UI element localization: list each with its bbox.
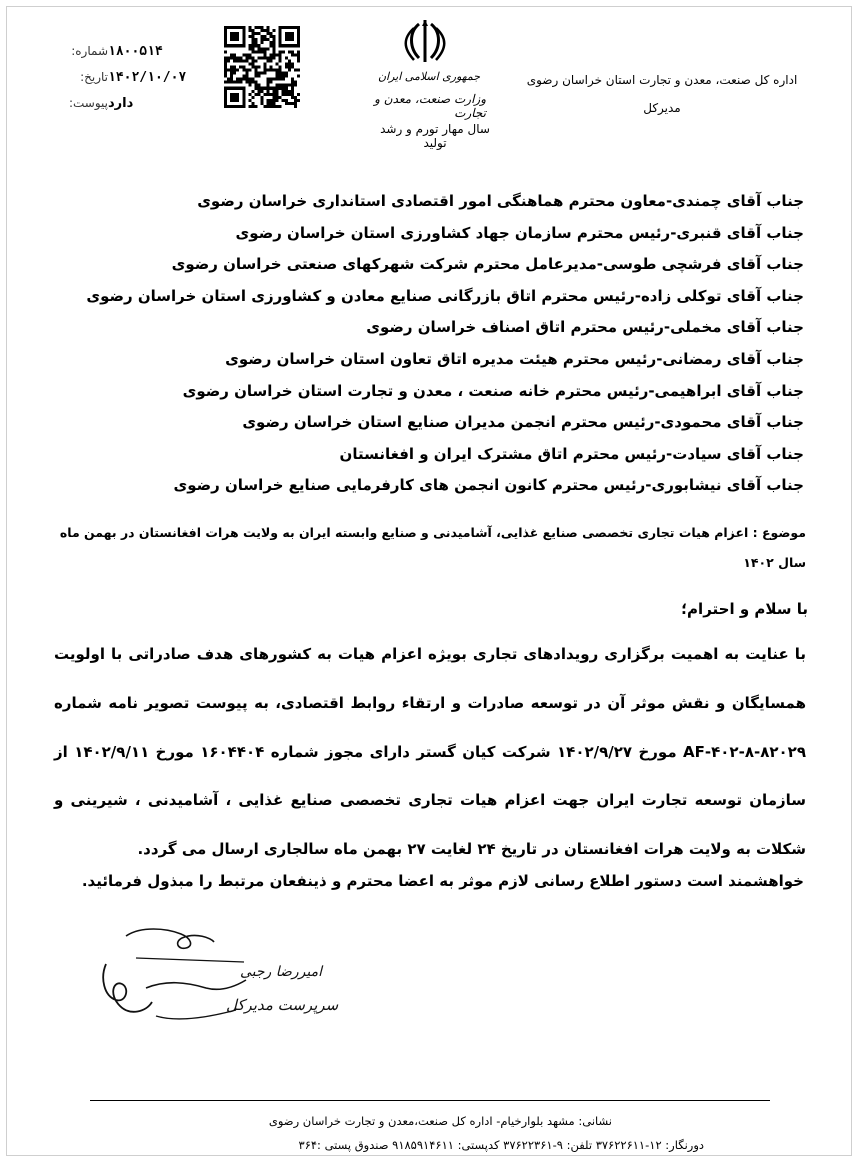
recipient-line: جناب آقای نیشابوری-رئیس محترم کانون انجمن های کارفرمایی صنایع خراسان رضوی — [173, 476, 804, 495]
emblem-ministry-text: وزارت صنعت، معدن و تجارت — [374, 92, 486, 120]
attachment-label: پیوست: — [68, 96, 108, 110]
office-header — [502, 66, 822, 122]
office-name: اداره کل صنعت، معدن و تجارت استان خراسان رضوی — [526, 73, 798, 87]
recipient-line: جناب آقای ابراهیمی-رئیس محترم خانه صنعت ، معدن و تجارت استان خراسان رضوی — [182, 381, 804, 400]
number-row — [58, 38, 198, 64]
body-paragraph: با عنایت به اهمیت برگزاری رویدادهای تجاری بویژه اعزام هیات به کشورهای هدف صادراتی با اولویت همسایگان و نقش موثر آن در توسعه صادرات و ارتقاء روابط اقتصادی، به پیوست تصویر نامه شماره ۸۲۰۲۹-۸-۴۰۲-AF مورخ ۱۴۰۲/۹/۲۷ شرکت کیان گستر دارای مجوز شماره ۱۶۰۴۴۰۴ مورخ ۱۴۰۲/۹/۱۱ از سازمان توسعه تجارت ایران جهت اعزام هیات تجاری تخصصی صنایع غذایی ، آشامیدنی ، شیرینی و شکلات به ولایت هرات افغانستان در تاریخ ۲۴ لغایت ۲۷ بهمن ماه سالجاری ارسال می گردد. — [54, 645, 806, 859]
handwritten-signature — [86, 918, 339, 1030]
recipient-line: جناب آقای چمندی-معاون محترم هماهنگی امور اقتصادی استانداری خراسان رضوی — [197, 192, 804, 210]
recipient-line: جناب آقای توکلی زاده-رئیس محترم اتاق بازرگانی صنایع معادن و کشاورزی استان خراسان رضوی — [86, 286, 804, 305]
recipients-list — [44, 186, 804, 502]
attachment-row — [58, 90, 198, 116]
recipient-line: جناب آقای فرشچی طوسی-مدیرعامل محترم شرکت شهرکهای صنعتی خراسان رضوی — [171, 255, 804, 274]
year-slogan: سال مهار تورم و رشد تولید — [380, 122, 490, 150]
iran-emblem-icon — [405, 18, 445, 64]
letter-subject: موضوع : اعزام هیات تجاری تخصصی صنایع غذایی، آشامیدنی و صنایع وابسته ایران به ولایت هرات افغانستان در بهمن ماه سال ۱۴۰۲ — [59, 525, 806, 570]
greeting: با سلام و احترام؛ — [681, 600, 808, 618]
date-row — [58, 64, 198, 90]
footer-divider — [90, 1100, 770, 1101]
recipient-line: جناب آقای رمضانی-رئیس محترم هیئت مدیره اتاق تعاون استان خراسان رضوی — [225, 349, 804, 368]
qr-code-icon — [224, 26, 300, 108]
signature-title: سرپرست مدیرکل — [226, 996, 339, 1014]
date-value: ۱۴۰۲/۱۰/۰۷ — [108, 69, 187, 85]
number-value: ۱۸۰۰۵۱۴ — [108, 43, 163, 59]
footer-address: نشانی: مشهد بلوارخیام- اداره کل صنعت،معدن و تجارت خراسان رضوی — [268, 1114, 612, 1128]
recipient-line: جناب آقای سیادت-رئیس محترم اتاق مشترک ایران و افغانستان — [339, 444, 804, 463]
date-label: تاریخ: — [80, 70, 108, 84]
signature-name: امیررضا رجبی — [240, 964, 323, 980]
recipient-line: جناب آقای محمودی-رئیس محترم انجمن مدیران صنایع استان خراسان رضوی — [242, 413, 804, 432]
closing-request: خواهشمند است دستور اطلاع رسانی لازم موثر به اعضا محترم و ذینفعان مرتبط را مبذول فرمائید. — [81, 872, 804, 890]
attachment-value: دارد — [108, 95, 134, 111]
number-label: شماره: — [71, 44, 108, 58]
footer-contact: دورنگار: ۱۲-۳۷۶۲۲۶۱۱ تلفن: ۹-۳۷۶۲۲۳۶۱ کدپستی: ۹۱۸۵۹۱۴۶۱۱ صندوق پستی :۳۶۴ — [298, 1138, 704, 1152]
recipient-line: جناب آقای مخملی-رئیس محترم اتاق اصناف خراسان رضوی — [366, 318, 804, 337]
letter-metadata — [58, 38, 198, 116]
recipient-line: جناب آقای قنبری-رئیس محترم سازمان جهاد کشاورزی استان خراسان رضوی — [235, 223, 804, 242]
position-title: مدیرکل — [643, 101, 681, 115]
emblem-republic-text: جمهوری اسلامی ایران — [377, 70, 480, 83]
ministry-emblem-block — [350, 18, 500, 148]
